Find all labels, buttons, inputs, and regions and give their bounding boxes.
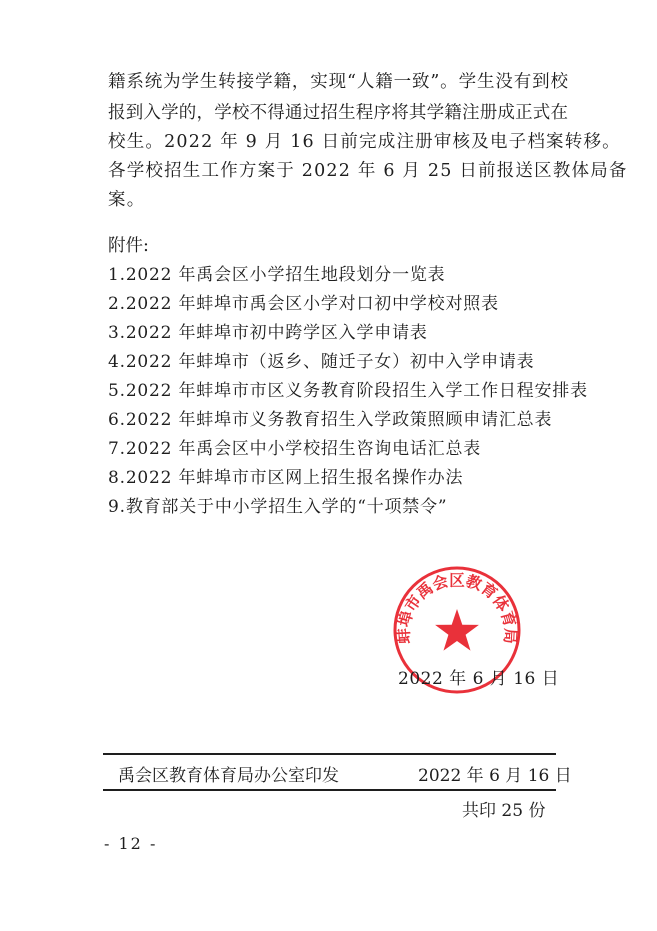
attachments-title: 附件:	[108, 236, 149, 256]
seal-star-icon	[435, 609, 479, 651]
attachment-item: 7.2022 年禹会区中小学校招生咨询电话汇总表	[108, 439, 482, 459]
attachment-item: 8.2022 年蚌埠市市区网上招生报名操作办法	[108, 468, 464, 488]
paragraph-line-1: 籍系统为学生转接学籍，实现“人籍一致”。学生没有到校	[108, 72, 568, 92]
footer-issuer: 禹会区教育体育局办公室印发	[118, 766, 339, 786]
seal-text: 蚌埠市禹会区教育体育局	[394, 571, 520, 645]
paragraph-line-4: 各学校招生工作方案于 2022 年 6 月 25 日前报送区教体局备	[108, 161, 628, 181]
attachment-item: 5.2022 年蚌埠市市区义务教育阶段招生入学工作日程安排表	[108, 381, 588, 401]
paragraph-line-2: 报到入学的，学校不得通过招生程序将其学籍注册成正式在	[108, 103, 568, 123]
page-number: - 12 -	[104, 834, 158, 853]
attachment-item: 4.2022 年蚌埠市（返乡、随迁子女）初中入学申请表	[108, 352, 535, 372]
footer-rule-top	[103, 753, 556, 755]
signature-date: 2022 年 6 月 16 日	[398, 669, 560, 689]
footer-date: 2022 年 6 月 16 日	[418, 766, 572, 786]
attachment-item: 1.2022 年禹会区小学招生地段划分一览表	[108, 265, 446, 285]
paragraph-line-5: 案。	[108, 190, 146, 210]
attachment-item: 3.2022 年蚌埠市初中跨学区入学申请表	[108, 323, 428, 343]
footer-copies: 共印 25 份	[462, 801, 546, 821]
attachment-item: 9.教育部关于中小学招生入学的“十项禁令”	[108, 497, 448, 517]
attachment-item: 6.2022 年蚌埠市义务教育招生入学政策照顾申请汇总表	[108, 410, 553, 430]
paragraph-line-3: 校生。2022 年 9 月 16 日前完成注册审核及电子档案转移。	[108, 132, 621, 152]
attachment-item: 2.2022 年蚌埠市禹会区小学对口初中学校对照表	[108, 294, 499, 314]
footer-rule-bottom	[103, 789, 556, 791]
